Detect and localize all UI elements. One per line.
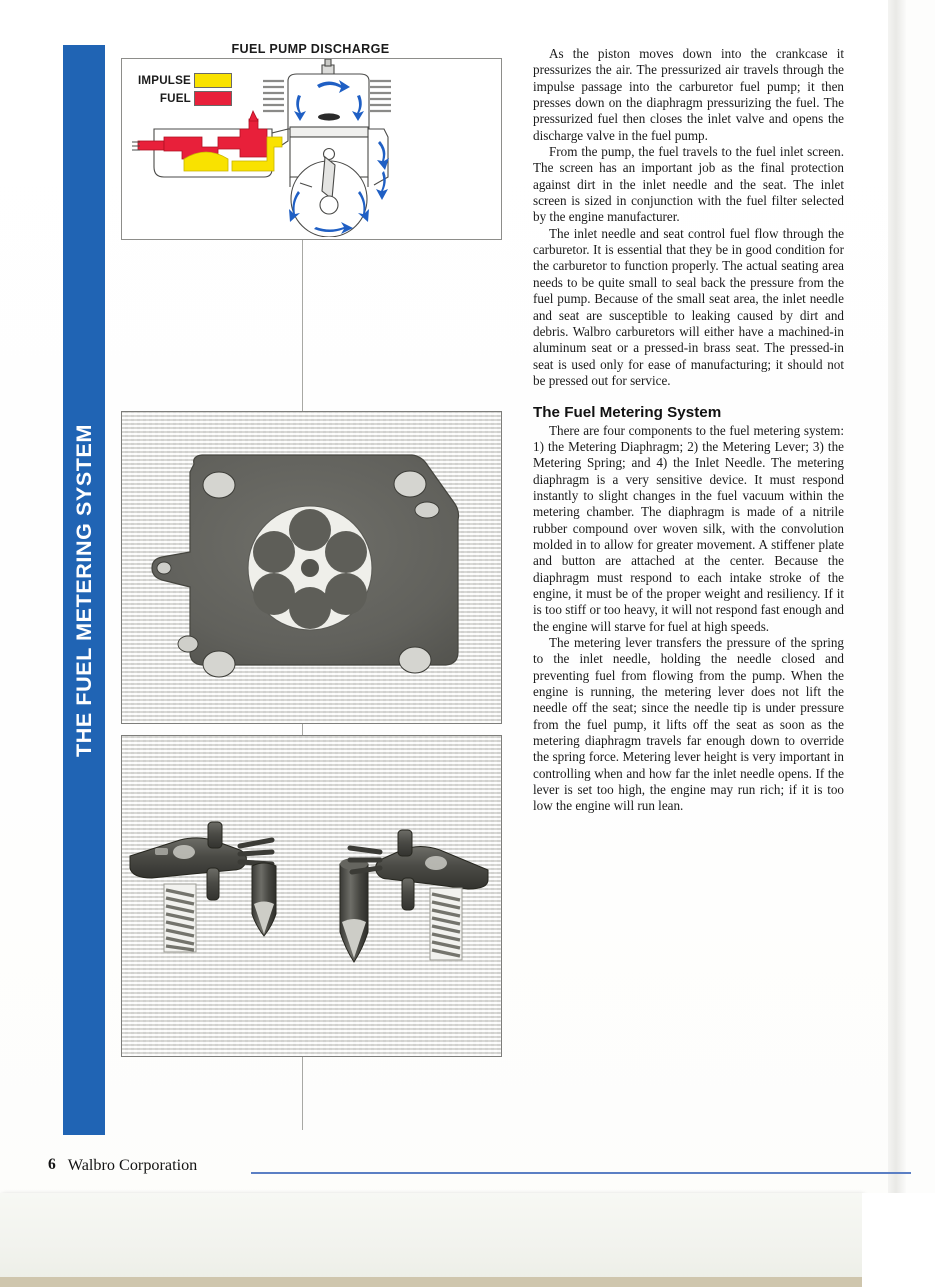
page-number: 6 bbox=[48, 1156, 56, 1173]
section-heading: The Fuel Metering System bbox=[533, 404, 722, 422]
scan-corner-fill bbox=[862, 1193, 935, 1287]
metering-components-photo bbox=[121, 735, 502, 1057]
paragraph: There are four components to the fuel metering system: 1) the Metering Diaphragm; 2) the Metering Lever; 3) the Metering Spring; and 4) the Inlet Needle. The metering diaphragm is a very sensitive device. It must respond instantly to slight changes in the fuel vacuum within the metering chamber. The diaphragm is made of a nitrile rubber compound over woven silk, with the convolution molded in to allow for greater movement. A stiffener plate and button are attached at the center. Because the diaphragm must respond to each intake stroke of the engine, it must be of the proper weight and resiliency. If it is too stiff or too heavy, it will not respond fast enough and the engine will starve for fuel at high speeds. bbox=[533, 422, 844, 634]
metering-diaphragm-photo bbox=[121, 411, 502, 724]
paragraph: As the piston moves down into the crankcase it pressurizes the air. The pressurized air travels through the impulse passage into the carburetor fuel pump; it then presses down on the diaphragm pressurizing the fuel. The pressurized fuel then closes the inlet valve and opens the discharge valve in the fuel pump. bbox=[533, 46, 844, 143]
legend-swatch-fuel bbox=[194, 91, 232, 106]
metering-spring-right bbox=[430, 888, 462, 960]
metering-spring-left bbox=[164, 884, 196, 952]
inlet-needle-short bbox=[252, 863, 276, 936]
paragraph: From the pump, the fuel travels to the fuel inlet screen. The screen has an important job as the final protection against dirt in the inlet needle and the seat. The inlet screen is sized in conjunction with the fuel filter selected by the engine manufacturer. bbox=[533, 144, 844, 225]
publisher-name: Walbro Corporation bbox=[67, 1155, 198, 1174]
page-right-edge bbox=[888, 0, 906, 1195]
chapter-title-text: THE FUEL METERING SYSTEM bbox=[71, 423, 96, 757]
metering-lever-left bbox=[130, 822, 272, 900]
paragraph: The metering lever transfers the pressure of the spring to the inlet needle, holding the needle closed and preventing fuel from flowing from the pump. When the engine is running, the metering lever does not lift the needle off the seat; since the needle tip is under pressure from the fuel pump, it lifts off the seat as soon as the metering diaphragm travels far enough down to override the spring force. Metering lever height is very important in controlling when and how far the inlet needle opens. If the lever is set too high, the engine may run rich; if it is too low the engine will run lean. bbox=[533, 635, 844, 814]
legend-swatch-impulse bbox=[194, 73, 232, 88]
diagram-title: FUEL PUMP DISCHARGE bbox=[231, 42, 390, 56]
legend-item-fuel bbox=[138, 91, 232, 106]
legend-item-impulse bbox=[138, 73, 232, 88]
metering-parts-illustration bbox=[122, 736, 499, 1054]
fuel-pump-discharge-diagram bbox=[121, 58, 502, 240]
scan-bleed-strip bbox=[0, 1277, 862, 1287]
chapter-title-vertical bbox=[63, 45, 105, 1135]
article-text-column bbox=[533, 46, 844, 815]
diagram-legend bbox=[138, 73, 232, 109]
legend-label-fuel: FUEL bbox=[159, 92, 191, 105]
page-footer bbox=[48, 1152, 848, 1178]
scan-bleed-area bbox=[0, 1193, 862, 1287]
metering-lever-right bbox=[350, 830, 488, 910]
diaphragm-illustration bbox=[122, 412, 499, 721]
footer-rule bbox=[251, 1172, 911, 1174]
legend-label-impulse: IMPULSE bbox=[138, 74, 191, 87]
paragraph: The inlet needle and seat control fuel flow through the carburetor. It is essential that they be in good condition for the carburetor to function properly. The actual seating area needs to be quite small to seal back the pressure from the fuel pump. Because of the small seat area, the inlet needle and seat are susceptible to leaking caused by dirt and debris. Walbro carburetors will either have a machined-in aluminum seat or a pressed-in brass seat. The pressed-in seat is used only for ease of manufacturing; it should not be pressed out for service. bbox=[533, 225, 844, 388]
